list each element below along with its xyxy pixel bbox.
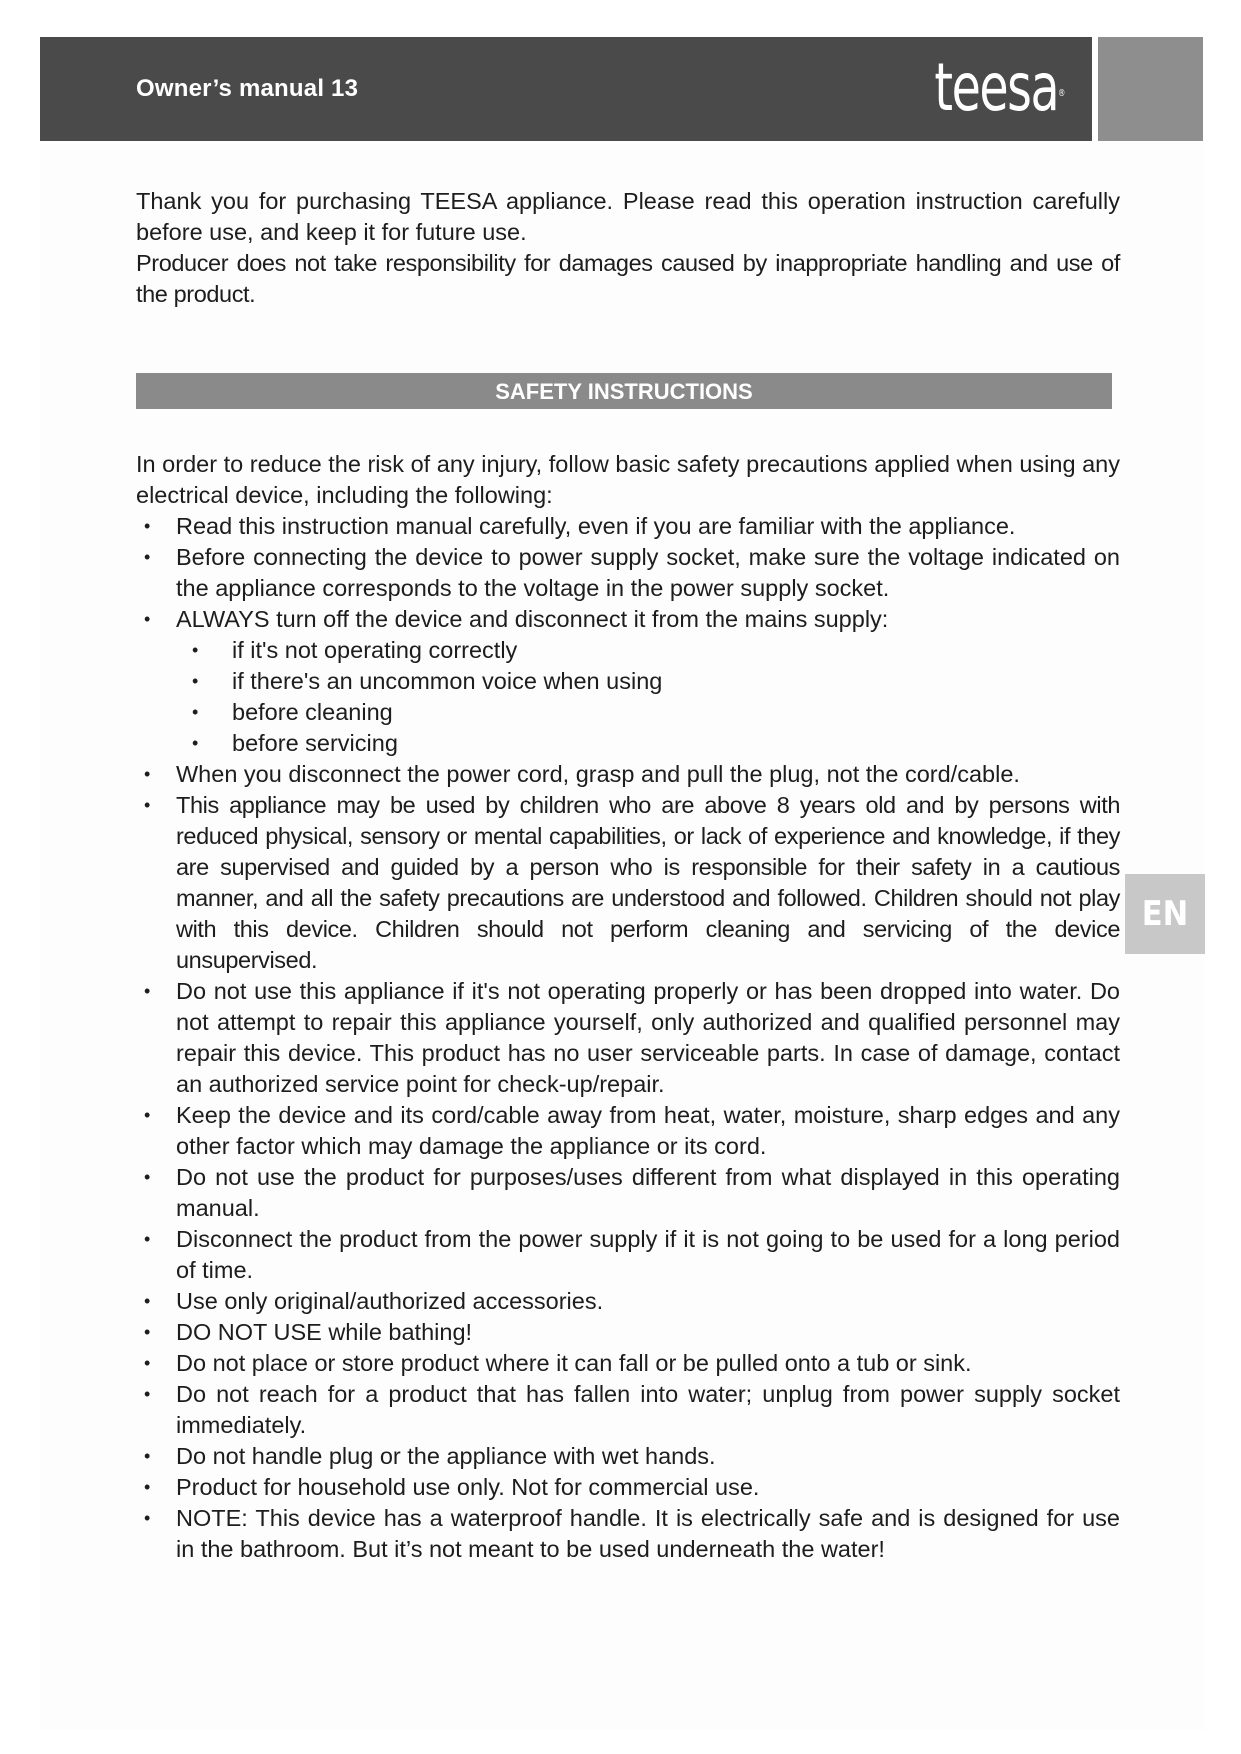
sub-list bbox=[184, 635, 1120, 759]
list-item: • Read this instruction manual carefully, even if you are familiar with the appliance. bbox=[136, 511, 1120, 542]
brand-logo-text: teesa bbox=[934, 49, 1059, 126]
list-item: • When you disconnect the power cord, grasp and pull the plug, not the cord/cable. bbox=[136, 759, 1120, 790]
list-item: • Disconnect the product from the power supply if it is not going to be used for a long period of time. bbox=[136, 1224, 1120, 1286]
sub-list-item: • before cleaning bbox=[184, 697, 1120, 728]
list-item bbox=[136, 604, 1120, 759]
list-item: • This appliance may be used by children who are above 8 years old and by persons with reduced physical, sensory or mental capabilities, or lack of experience and knowledge, if they are supervised and guided by a person who is responsible for their safety in a cautious manner, and all the safety precautions are understood and followed. Children should not play with this device. Children should not perform cleaning and servicing of the device unsupervised. bbox=[136, 790, 1120, 976]
intro-paragraph-2: Producer does not take responsibility for damages caused by inappropriate handling and use of the product. bbox=[136, 250, 1120, 307]
manual-content bbox=[136, 186, 1120, 1565]
header-side-tab bbox=[1098, 37, 1203, 141]
intro-paragraph-1: Thank you for purchasing TEESA appliance. Please read this operation instruction carefully before use, and keep it for future use. bbox=[136, 188, 1120, 245]
list-item: • Do not use this appliance if it's not operating properly or has been dropped into water. Do not attempt to repair this appliance yourself, only authorized and qualified personnel may repair this device. This product has no user serviceable parts. In case of damage, contact an authorized service point for check-up/repair. bbox=[136, 976, 1120, 1100]
list-item: • NOTE: This device has a waterproof handle. It is electrically safe and is designed for use in the bathroom. But it’s not meant to be used underneath the water! bbox=[136, 1503, 1120, 1565]
sub-list-item: • if there's an uncommon voice when using bbox=[184, 666, 1120, 697]
list-item: • Do not reach for a product that has fallen into water; unplug from power supply socket immediately. bbox=[136, 1379, 1120, 1441]
list-item: • Keep the device and its cord/cable away from heat, water, moisture, sharp edges and any other factor which may damage the appliance or its cord. bbox=[136, 1100, 1120, 1162]
list-item: • Product for household use only. Not for commercial use. bbox=[136, 1472, 1120, 1503]
list-item: • Do not place or store product where it can fall or be pulled onto a tub or sink. bbox=[136, 1348, 1120, 1379]
safety-list bbox=[136, 511, 1120, 1565]
list-item: • Use only original/authorized accessories. bbox=[136, 1286, 1120, 1317]
list-item: • Do not handle plug or the appliance with wet hands. bbox=[136, 1441, 1120, 1472]
page-header bbox=[40, 37, 1092, 141]
list-item: • Do not use the product for purposes/uses different from what displayed in this operating manual. bbox=[136, 1162, 1120, 1224]
page-title: Owner’s manual 13 bbox=[136, 75, 359, 102]
sub-list-item: • if it's not operating correctly bbox=[184, 635, 1120, 666]
list-item-text: ALWAYS turn off the device and disconnect it from the mains supply: bbox=[176, 606, 889, 632]
safety-lead-paragraph: In order to reduce the risk of any injury, follow basic safety precautions applied when using any electrical device, including the following: bbox=[136, 451, 1120, 508]
section-heading: SAFETY INSTRUCTIONS bbox=[136, 373, 1112, 409]
trademark-mark: ® bbox=[1058, 88, 1064, 99]
list-item: • Before connecting the device to power supply socket, make sure the voltage indicated on the appliance corresponds to the voltage in the power supply socket. bbox=[136, 542, 1120, 604]
brand-logo bbox=[934, 49, 1064, 126]
intro-text bbox=[136, 186, 1120, 310]
language-tab: EN bbox=[1125, 874, 1205, 954]
sub-list-item: • before servicing bbox=[184, 728, 1120, 759]
list-item: • DO NOT USE while bathing! bbox=[136, 1317, 1120, 1348]
